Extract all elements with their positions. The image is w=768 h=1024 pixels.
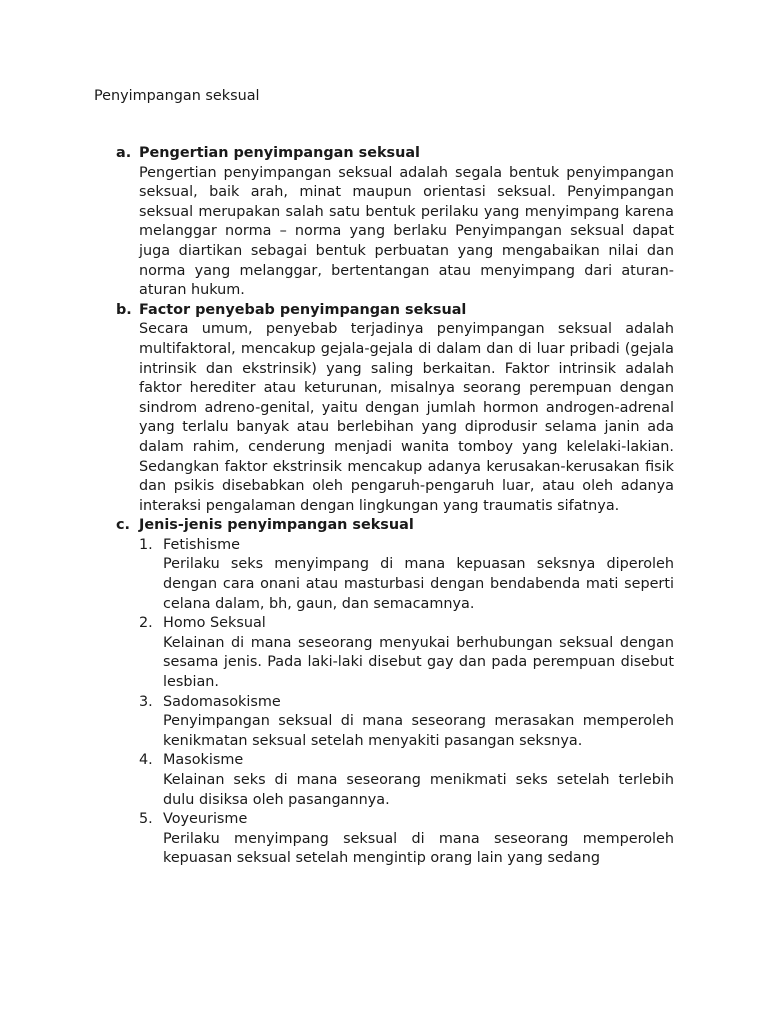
section-heading: Jenis-jenis penyimpangan seksual <box>139 517 414 534</box>
section-heading: Pengertian penyimpangan seksual <box>139 145 420 161</box>
document-title: Penyimpangan seksual <box>94 88 260 104</box>
section-body: Secara umum, penyebab terjadinya penyimpangan seksual adalah multifaktoral, mencakup gejala-gejala di dalam dan di luar pribadi (gejala intrinsik dan ekstrinsik) yang saling berkaitan. Faktor intrinsik adalah faktor herediter atau keturunan, misalnya seorang perempuan dengan sindrom adreno-genital, yaitu dengan jumlah hormon androgen-adrenal yang terlalu banyak atau berlebihan yang diprodusir selama janin ada dalam rahim, cenderung menjadi wanita tomboy yang kelelaki-lakian. Sedangkan faktor ekstrinsik mencakup adanya kerusakan-kerusakan fisik dan psikis disebabkan oleh pengaruh-pengaruh luar, atau oleh adanya interaksi pengalaman dengan lingkungan yang traumatis sifatnya. <box>139 321 674 514</box>
list-item-number: 3. <box>139 693 153 710</box>
section-marker: c. <box>116 517 130 534</box>
section-b <box>94 301 674 517</box>
list-item-body: Kelainan di mana seseorang menyukai berhubungan seksual dengan sesama jenis. Pada laki-laki disebut gay dan pada perempuan disebut lesbian. <box>163 634 674 691</box>
list-item <box>139 536 674 614</box>
list-item <box>139 810 674 869</box>
list-item-title: Voyeurisme <box>163 811 248 828</box>
list-item-number: 5. <box>139 811 153 828</box>
list-item-body: Perilaku seks menyimpang di mana kepuasan seksnya diperoleh dengan cara onani atau masturbasi dengan bendabenda mati seperti celana dalam, bh, gaun, dan semacamnya. <box>163 556 674 612</box>
section-marker: b. <box>116 301 132 318</box>
list-item-title: Sadomasokisme <box>163 693 281 710</box>
list-item-number: 2. <box>139 615 153 632</box>
list-item <box>139 614 674 692</box>
list-item <box>139 693 674 752</box>
list-item-body: Kelainan seks di mana seseorang menikmati seks setelah terlebih dulu disiksa oleh pasangannya. <box>163 772 674 808</box>
section-heading: Factor penyebab penyimpangan seksual <box>139 301 467 318</box>
section-c <box>94 516 674 869</box>
type-list <box>139 536 674 869</box>
section-a <box>94 144 674 301</box>
list-item <box>139 751 674 810</box>
list-item-title: Fetishisme <box>163 536 240 553</box>
section-body: Pengertian penyimpangan seksual adalah segala bentuk penyimpangan seksual, baik arah, minat maupun orientasi seksual. Penyimpangan seksual merupakan salah satu bentuk perilaku yang menyimpang karena melanggar norma – norma yang berlaku Penyimpangan seksual dapat juga diartikan sebagai bentuk perbuatan yang mengabaikan nilai dan norma yang melanggar, bertentangan atau menyimpang dari aturan-aturan hukum. <box>139 164 674 299</box>
section-marker: a. <box>116 145 132 161</box>
list-item-body: Penyimpangan seksual di mana seseorang merasakan memperoleh kenikmatan seksual setelah menyakiti pasangan seksnya. <box>163 713 674 749</box>
list-item-number: 1. <box>139 536 153 553</box>
list-item-body: Perilaku menyimpang seksual di mana seseorang memperoleh kepuasan seksual setelah mengintip orang lain yang sedang <box>163 830 674 867</box>
list-item-title: Homo Seksual <box>163 615 266 632</box>
list-item-title: Masokisme <box>163 752 244 769</box>
list-item-number: 4. <box>139 752 153 769</box>
section-list <box>94 144 674 869</box>
